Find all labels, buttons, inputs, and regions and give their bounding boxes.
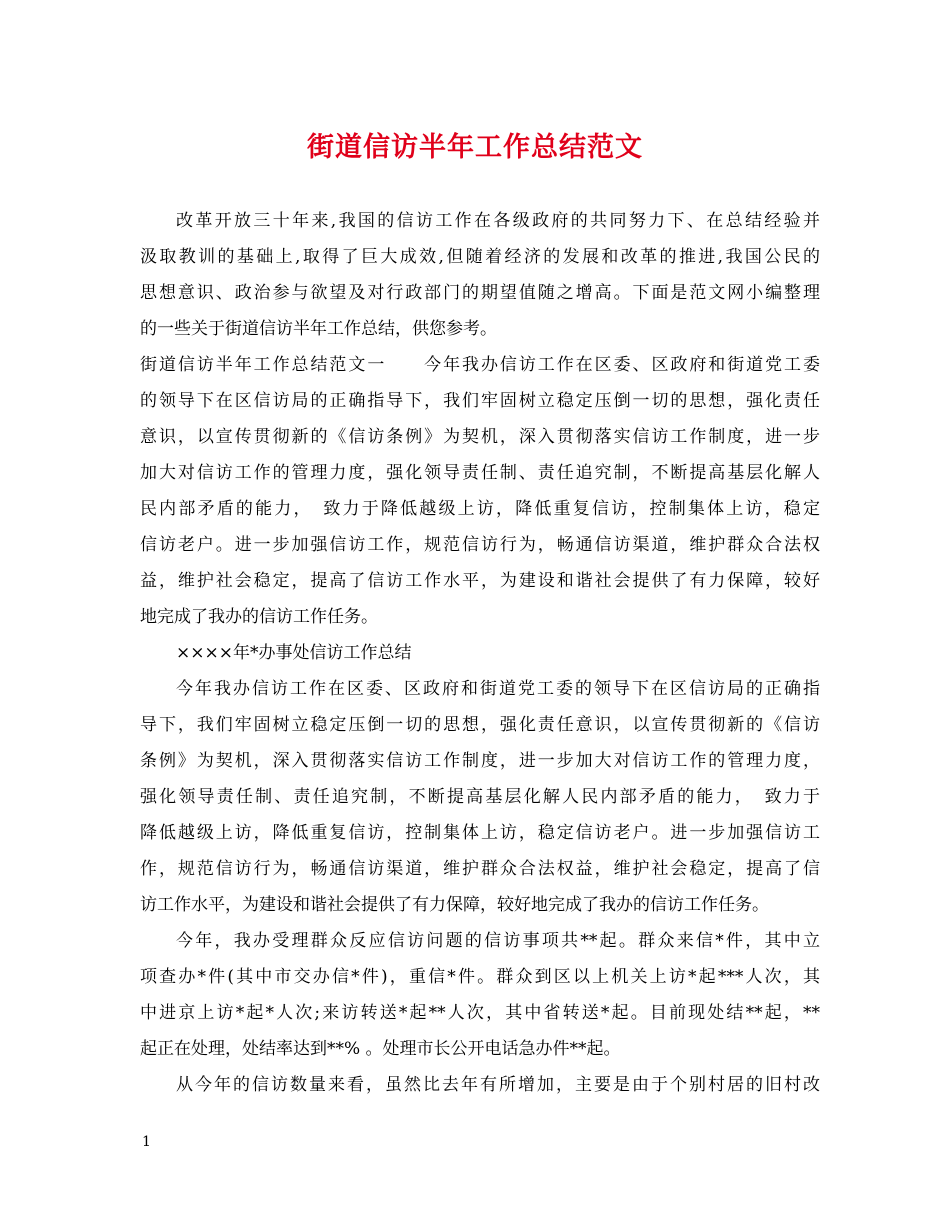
text-line: 街道信访半年工作总结范文一 今年我办信访工作在区委、区政府和街道党工委: [140, 355, 820, 375]
paragraph-intro: [140, 203, 820, 347]
text-line: 的一些关于街道信访半年工作总结，供您参考。: [140, 319, 497, 339]
paragraph-statistics: [140, 923, 820, 1067]
text-line: 作，规范信访行为，畅通信访渠道，维护群众合法权益，维护社会稳定，提高了信: [140, 859, 820, 879]
text-line: 信访老户。进一步加强信访工作，规范信访行为，畅通信访渠道，维护群众合法权: [140, 535, 820, 555]
page-number: 1: [142, 1134, 151, 1150]
paragraph-analysis: [140, 1067, 820, 1103]
text-line: 降低越级上访，降低重复信访，控制集体上访，稳定信访老户。进一步加强信访工: [140, 823, 820, 843]
document-body: [140, 203, 820, 1103]
text-line: 条例》为契机，深入贯彻落实信访工作制度，进一步加大对信访工作的管理力度，: [140, 751, 820, 771]
text-line: 汲取教训的基础上,取得了巨大成效,但随着经济的发展和改革的推进,我国公民的: [140, 247, 820, 267]
text-line: 项查办*件(其中市交办信*件)，重信*件。群众到区以上机关上访*起***人次，其: [140, 967, 820, 987]
text-line: 导下，我们牢固树立稳定压倒一切的思想，强化责任意识，以宣传贯彻新的《信访: [140, 715, 820, 735]
text-line: 地完成了我办的信访工作任务。: [140, 607, 378, 627]
document-title: 街道信访半年工作总结范文: [307, 132, 643, 163]
text-line: 思想意识、政治参与欲望及对行政部门的期望值随之增高。下面是范文网小编整理: [140, 283, 820, 303]
paragraph-summary: [140, 671, 820, 923]
text-line: 益，维护社会稳定，提高了信访工作水平，为建设和谐社会提供了有力保障，较好: [140, 571, 820, 591]
text-line: 改革开放三十年来,我国的信访工作在各级政府的共同努力下、在总结经验并: [176, 211, 820, 231]
text-line: 访工作水平，为建设和谐社会提供了有力保障，较好地完成了我办的信访工作任务。: [140, 895, 769, 915]
section-heading: ××××年*办事处信访工作总结: [176, 643, 412, 663]
text-line: 从今年的信访数量来看，虽然比去年有所增加，主要是由于个别村居的旧村改: [176, 1075, 820, 1095]
text-line: 加大对信访工作的管理力度，强化领导责任制、责任追究制，不断提高基层化解人: [140, 463, 820, 483]
text-line: 今年我办信访工作在区委、区政府和街道党工委的领导下在区信访局的正确指: [176, 679, 820, 699]
text-line: 中进京上访*起*人次;来访转送*起**人次，其中省转送*起。目前现处结**起，**: [140, 1003, 820, 1023]
text-line: 强化领导责任制、责任追究制，不断提高基层化解人民内部矛盾的能力， 致力于: [140, 787, 820, 807]
text-line: 起正在处理，处结率达到**% 。处理市长公开电话急办件**起。: [140, 1039, 621, 1059]
text-line: 意识，以宣传贯彻新的《信访条例》为契机，深入贯彻落实信访工作制度，进一步: [140, 427, 820, 447]
paragraph-subheading: [140, 635, 820, 671]
text-line: 民内部矛盾的能力， 致力于降低越级上访，降低重复信访，控制集体上访，稳定: [140, 499, 820, 519]
text-line: 今年，我办受理群众反应信访问题的信访事项共**起。群众来信*件，其中立: [176, 931, 820, 951]
paragraph-sample-one: [140, 347, 820, 635]
text-line: 的领导下在区信访局的正确指导下，我们牢固树立稳定压倒一切的思想，强化责任: [140, 391, 820, 411]
